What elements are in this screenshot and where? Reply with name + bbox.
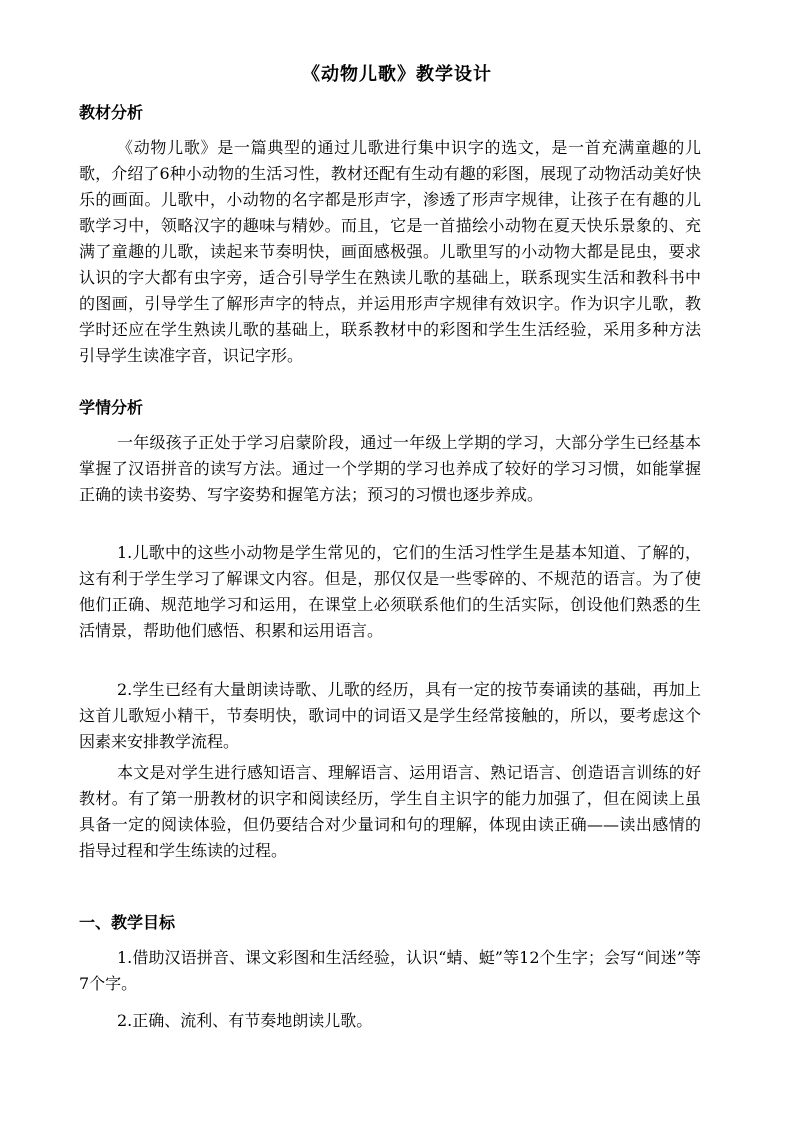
section-heading-materials: 教材分析: [79, 103, 144, 122]
paragraph-students-3: 2.学生已经有大量朗读诗歌、儿歌的经历，具有一定的按节奏诵读的基础，再加上这首儿歌短小精干，节奏明快，歌词中的词语又是学生经常接触的，所以，要考虑这个因素来安排教学流程。: [79, 680, 701, 751]
section-heading-students: 学情分析: [79, 398, 144, 417]
paragraph-students-2: 1.儿歌中的这些小动物是学生常见的，它们的生活习性学生是基本知道、了解的，这有利于学生学习了解课文内容。但是，那仅仅是一些零碎的、不规范的语言。为了使他们正确、规范地学习和运用，在课堂上必须联系他们的生活实际，创设他们熟悉的生活情景，帮助他们感悟、积累和运用语言。: [79, 543, 701, 640]
paragraph-students-4: 本文是对学生进行感知语言、理解语言、运用语言、熟记语言、创造语言训练的好教材。有了第一册教材的识字和阅读经历，学生自主识字的能力加强了，但在阅读上虽具备一定的阅读体验，但仍要结合对少量词和句的理解，体现由读正确——读出感情的指导过程和学生练读的过程。: [79, 763, 701, 860]
goal-item-1: 1.借助汉语拼音、课文彩图和生活经验，认识“蜻、蜓”等12个生字；会写“间迷”等7个字。: [79, 948, 701, 993]
paragraph-materials: 《动物儿歌》是一篇典型的通过儿歌进行集中识字的选文，是一首充满童趣的儿歌，介绍了6种小动物的生活习性，教材还配有生动有趣的彩图，展现了动物活动美好快乐的画面。儿歌中，小动物的名字都是形声字，渗透了形声字规律，让孩子在有趣的儿歌学习中，领略汉字的趣味与精妙。而且，它是一首描绘小动物在夏天快乐景象的、充满了童趣的儿歌，读起来节奏明快，画面感极强。儿歌里写的小动物大都是昆虫，要求认识的字大都有虫字旁，适合引导学生在熟读儿歌的基础上，联系现实生活和教科书中的图画，引导学生了解形声字的特点，并运用形声字规律有效识字。作为识字儿歌，教学时还应在学生熟读儿歌的基础上，联系教材中的彩图和学生生活经验，采用多种方法引导学生读准字音，识记字形。: [79, 138, 701, 365]
goal-item-2: 2.正确、流利、有节奏地朗读儿歌。: [117, 1011, 373, 1030]
paragraph-students-1: 一年级孩子正处于学习启蒙阶段，通过一年级上学期的学习，大部分学生已经基本掌握了汉语拼音的读写方法。通过一个学期的学习也养成了较好的学习习惯，如能掌握正确的读书姿势、写字姿势和握笔方法；预习的习惯也逐步养成。: [79, 433, 701, 504]
section-heading-goals: 一、教学目标: [79, 913, 176, 932]
document-title: 《动物儿歌》教学设计: [302, 64, 492, 85]
